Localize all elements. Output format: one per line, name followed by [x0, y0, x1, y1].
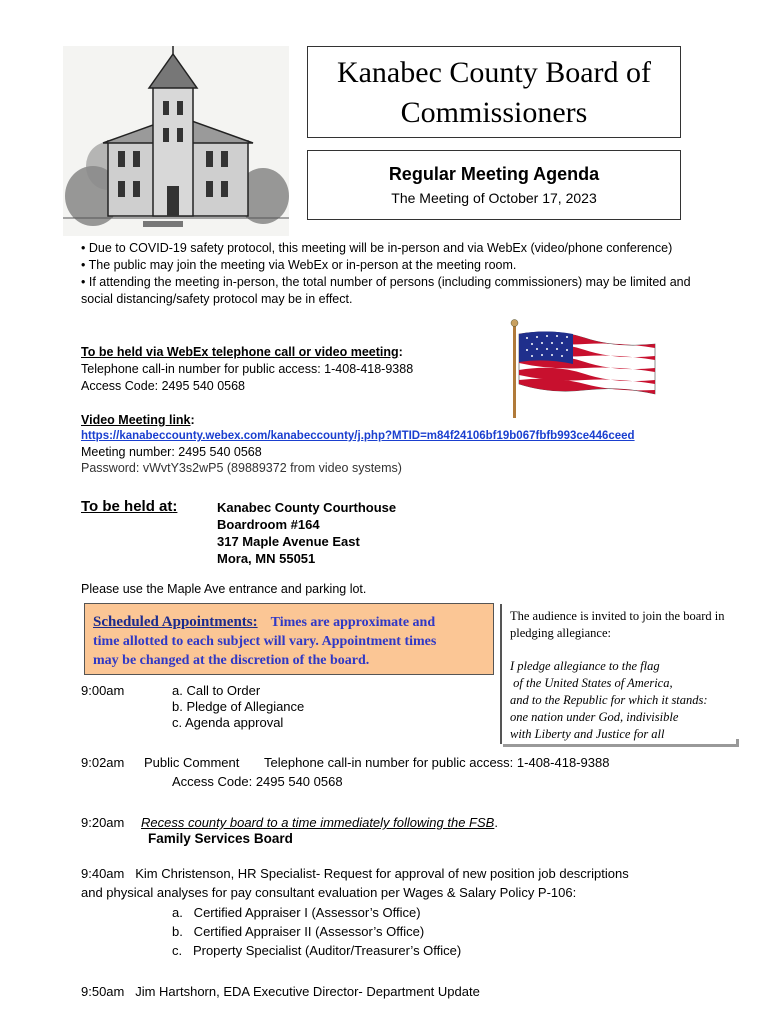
video-section	[81, 412, 721, 476]
pledge-line: with Liberty and Justice for all	[510, 727, 665, 741]
webex-link[interactable]: https://kanabeccounty.webex.com/kanabeccounty/j.php?MTID=m84f24106bf19b067fbfb993ce446ceed	[81, 430, 635, 442]
bullet-item: • If attending the meeting in-person, the total number of persons (including commissioners) may be limited and social distancing/safety protocol may be in effect.	[81, 275, 691, 306]
pledge-box	[500, 604, 736, 744]
item4-list	[172, 903, 461, 960]
address-line: Kanabec County Courthouse	[217, 500, 397, 515]
phone-section	[81, 344, 501, 395]
item2-phone: Telephone call-in number for public access: 1-408-418-9388	[264, 755, 610, 770]
access-code: Access Code: 2495 540 0568	[81, 379, 246, 393]
item5: 9:50am Jim Hartshorn, EDA Executive Director- Department Update	[81, 984, 480, 999]
title-line-2: Commissioners	[400, 96, 588, 129]
pledge-line: of the United States of America,	[510, 676, 673, 690]
pledge-line: and to the Republic for which it stands:	[510, 693, 708, 707]
appointments-note-1: Times are approximate and	[270, 615, 436, 630]
appointments-box	[84, 603, 494, 675]
item3-board: Family Services Board	[148, 831, 293, 846]
agenda-box	[307, 150, 681, 220]
pledge-line: I pledge allegiance to the flag	[510, 659, 660, 673]
appointments-note-3: may be changed at the discretion of the board.	[93, 653, 370, 668]
covid-notice	[81, 240, 691, 308]
item2-label: Public Comment	[144, 755, 240, 770]
bullet-item: • Due to COVID-19 safety protocol, this meeting will be in-person and via WebEx (video/phone conference)	[81, 241, 673, 255]
item3-text: Recess county board to a time immediately following the FSB.	[141, 815, 498, 830]
address-line: Boardroom #164	[217, 517, 320, 532]
meeting-password: Password: vWvtY3s2wP5 (89889372 from video systems)	[81, 461, 402, 475]
appointments-title: Scheduled Appointments:	[93, 614, 258, 630]
bullet-item: • The public may join the meeting via WebEx or in-person at the meeting room.	[81, 258, 517, 272]
address-line: 317 Maple Avenue East	[217, 534, 360, 549]
list-item: b. Certified Appraiser II (Assessor’s Office)	[172, 924, 425, 939]
title-box	[307, 46, 681, 138]
list-item: a. Call to Order	[172, 683, 261, 698]
item4-line-1: 9:40am Kim Christenson, HR Specialist- Request for approval of new position job descriptions	[81, 866, 629, 881]
item2-code: Access Code: 2495 540 0568	[172, 774, 343, 789]
location-address	[217, 499, 396, 567]
phone-heading: To be held via WebEx telephone call or video meeting:	[81, 345, 403, 359]
meeting-date: The Meeting of October 17, 2023	[391, 190, 597, 206]
item1-list	[172, 683, 304, 731]
list-item: a. Certified Appraiser I (Assessor’s Office)	[172, 905, 421, 920]
courthouse-illustration	[63, 46, 289, 236]
video-heading: Video Meeting link:	[81, 413, 195, 427]
item1-time: 9:00am	[81, 683, 125, 698]
address-line: Mora, MN 55051	[217, 551, 316, 566]
pledge-intro: The audience is invited to join the board in pledging allegiance:	[510, 609, 725, 640]
title-line-1: Kanabec County Board of	[336, 56, 652, 89]
phone-number: Telephone call-in number for public access: 1-408-418-9388	[81, 362, 414, 376]
location-label: To be held at:	[81, 498, 178, 515]
item2-time: 9:02am	[81, 755, 125, 770]
list-item: c. Property Specialist (Auditor/Treasurer’s Office)	[172, 943, 462, 958]
meeting-number: Meeting number: 2495 540 0568	[81, 445, 262, 459]
agenda-title: Regular Meeting Agenda	[388, 164, 600, 184]
list-item: b. Pledge of Allegiance	[172, 699, 305, 714]
pledge-line: one nation under God, indivisible	[510, 710, 679, 724]
american-flag-illustration	[505, 318, 665, 418]
list-item: c. Agenda approval	[172, 715, 284, 730]
entrance-note: Please use the Maple Ave entrance and parking lot.	[81, 582, 367, 596]
item3-time: 9:20am	[81, 815, 125, 830]
item4-line-2: and physical analyses for pay consultant evaluation per Wages & Salary Policy P-106:	[81, 885, 577, 900]
appointments-note-2: time allotted to each subject will vary. Appointment times	[93, 634, 437, 649]
